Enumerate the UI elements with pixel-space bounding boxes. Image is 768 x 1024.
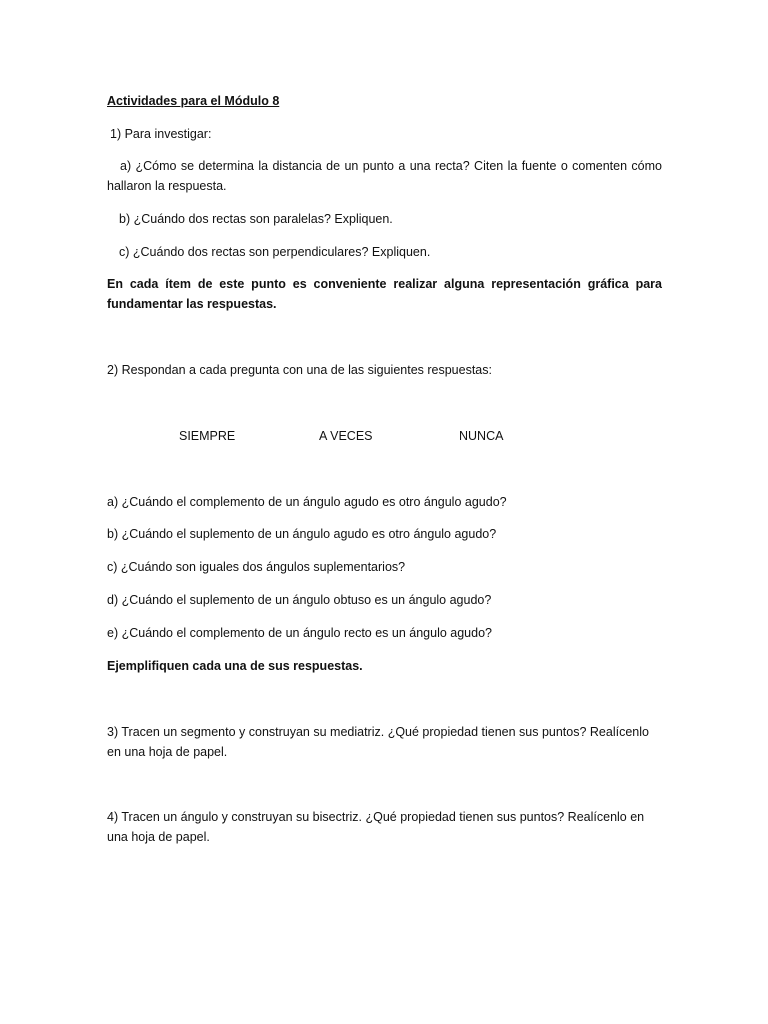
section4-text: 4) Tracen un ángulo y construyan su bisectriz. ¿Qué propiedad tienen sus puntos? Realícenlo en una hoja de papel. — [107, 810, 645, 844]
option-a-veces: A VECES — [319, 429, 373, 443]
section2-item-e: e) ¿Cuándo el complemento de un ángulo recto es un ángulo agudo? — [107, 626, 492, 640]
section2-note: Ejemplifiquen cada una de sus respuestas. — [107, 659, 363, 673]
answer-options — [0, 426, 768, 446]
section2-item-d: d) ¿Cuándo el suplemento de un ángulo obtuso es un ángulo agudo? — [107, 593, 492, 607]
option-nunca: NUNCA — [459, 429, 504, 443]
section1-item-b: b) ¿Cuándo dos rectas son paralelas? Expliquen. — [119, 212, 393, 226]
section3-text: 3) Tracen un segmento y construyan su mediatriz. ¿Qué propiedad tienen sus puntos? Realícenlo en una hoja de papel. — [107, 725, 649, 759]
section2-item-c: c) ¿Cuándo son iguales dos ángulos suplementarios? — [107, 560, 406, 574]
section1-heading: 1) Para investigar: — [110, 127, 212, 141]
section2-item-a: a) ¿Cuándo el complemento de un ángulo agudo es otro ángulo agudo? — [107, 495, 507, 509]
section2-item-b: b) ¿Cuándo el suplemento de un ángulo agudo es otro ángulo agudo? — [107, 527, 497, 541]
section1-item-c: c) ¿Cuándo dos rectas son perpendiculares? Expliquen. — [119, 245, 431, 259]
section1-item-a: a) ¿Cómo se determina la distancia de un punto a una recta? Citen la fuente o comenten cómo hallaron la respuesta. — [107, 159, 662, 193]
document-title: Actividades para el Módulo 8 — [107, 94, 280, 108]
section2-heading: 2) Respondan a cada pregunta con una de las siguientes respuestas: — [107, 363, 492, 377]
section1-note: En cada ítem de este punto es conveniente realizar alguna representación gráfica para fundamentar las respuestas. — [107, 277, 662, 311]
option-siempre: SIEMPRE — [179, 429, 236, 443]
